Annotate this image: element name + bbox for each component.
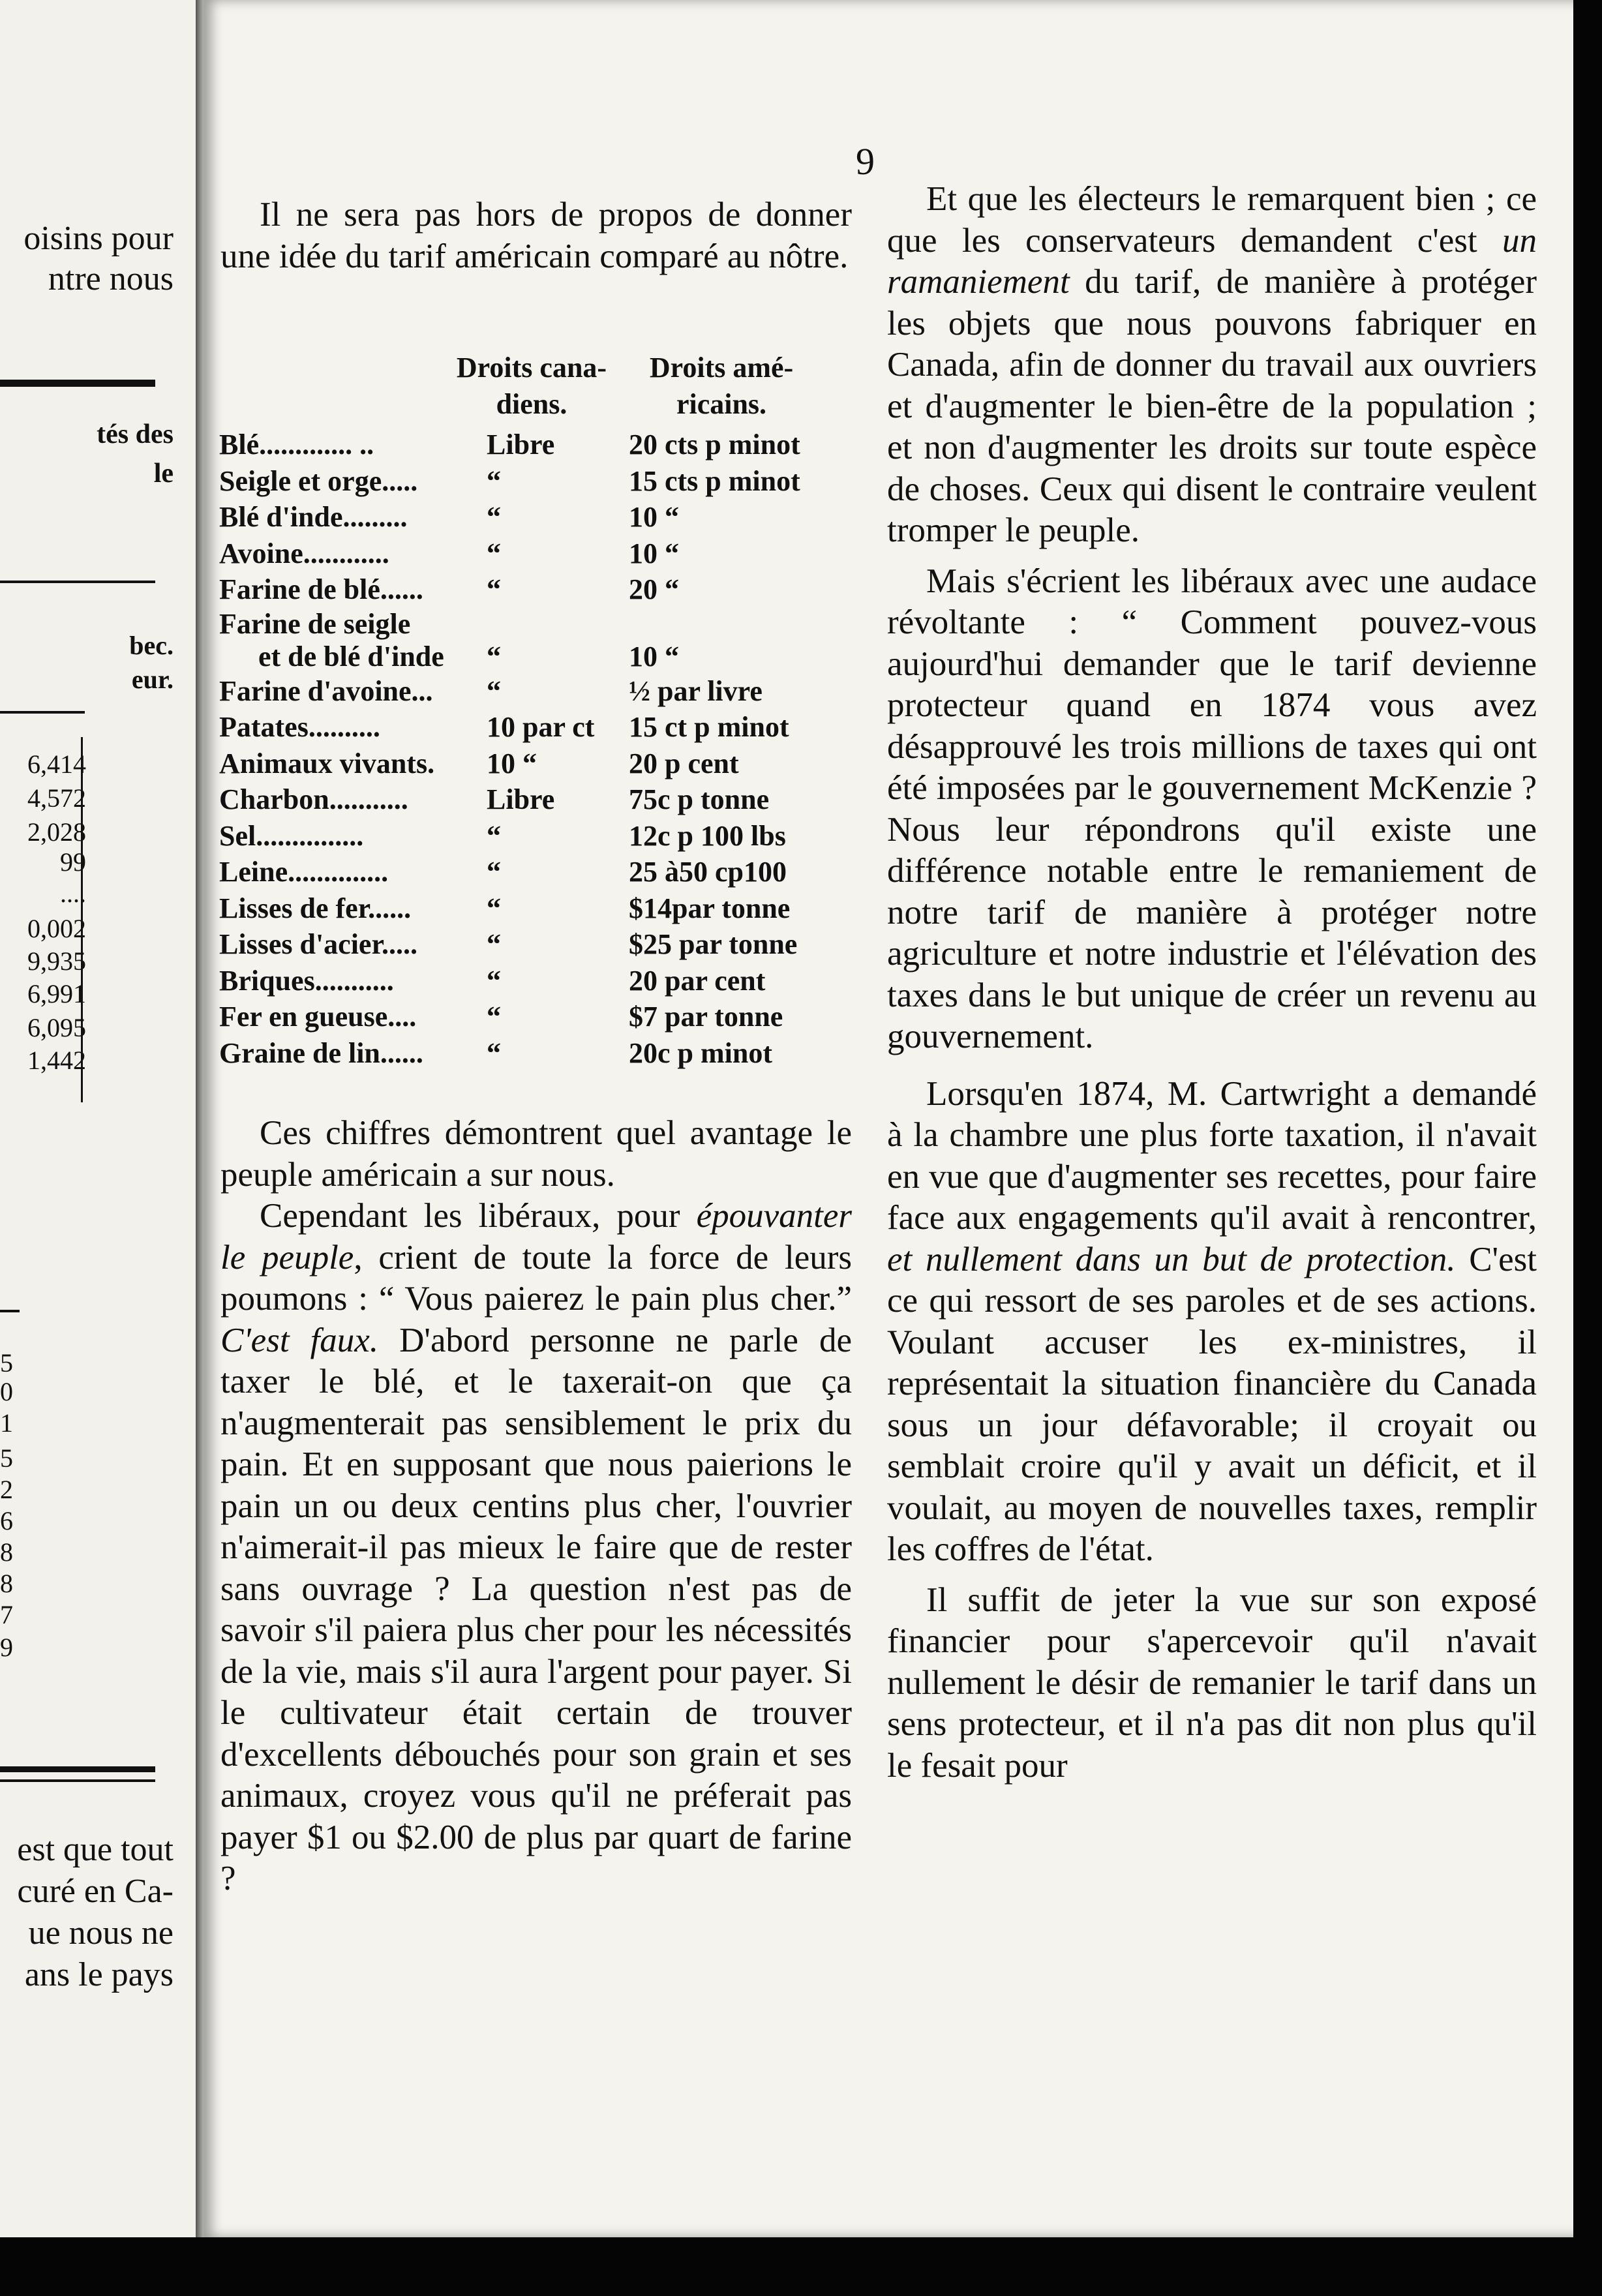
tariff-row [219,926,865,963]
right-column [887,179,1537,1787]
tariff-item: Avoine............ [219,537,389,569]
strip-text-line: oisins pour [23,220,174,257]
tariff-item: Animaux vivants. [219,747,435,779]
scan-border-right [1573,0,1602,2237]
strip-number: 6,991 [27,979,86,1008]
tariff-american: 10 “ [629,537,679,569]
strip-rule [0,1766,155,1772]
tariff-row [219,854,865,890]
tariff-row [219,709,865,746]
tariff-american: 25 à50 cp100 [629,856,787,888]
strip-number: 0,002 [27,914,86,943]
tariff-table [219,350,865,1071]
tariff-canadian: “ [487,1036,501,1069]
tariff-canadian: Libre [487,429,555,461]
strip-rule [0,711,85,714]
tariff-row [219,999,865,1035]
tariff-row [219,499,865,536]
paragraph-advantage: Ces chiffres démontrent quel avantage le peuple américain a sur nous. [220,1114,852,1194]
strip-rule [0,1779,155,1782]
strip-number: 6,095 [27,1013,86,1042]
tariff-american: 15 cts p minot [629,464,800,497]
tariff-canadian: “ [487,819,501,852]
tariff-american: 20 “ [629,573,679,605]
strip-text-line: ans le pays [24,1956,174,1993]
strip-number: 7 [0,1600,13,1629]
strip-number: 2 [0,1475,13,1504]
italic-phrase: C'est faux. [220,1321,379,1359]
strip-number: 9 [0,1633,13,1662]
italic-phrase: un ramaniement [887,221,1537,301]
tariff-item: Graine de lin...... [219,1036,423,1069]
tariff-canadian: “ [487,464,501,497]
tariff-item: Sel............... [219,819,364,852]
strip-number: 4,572 [27,783,86,813]
strip-number: 1,442 [27,1046,86,1075]
strip-number: 5 [0,1348,13,1378]
tariff-canadian: “ [487,1001,501,1033]
tariff-item: Patates.......... [219,711,380,743]
tariff-canadian: 10 “ [487,747,537,779]
scan-border-bottom [0,2237,1602,2296]
strip-text-line: eur. [131,665,174,694]
tariff-row [219,1035,865,1072]
left-column-body [220,1113,852,1900]
tariff-row [219,608,865,673]
tariff-canadian: “ [487,573,501,605]
tariff-item: Leine.............. [219,856,389,888]
strip-number: 8 [0,1537,13,1567]
tariff-american: 10 “ [629,501,679,533]
tariff-row [219,673,865,710]
paragraph-financial-statement: Il suffit de jeter la vue sur son exposé financier pour s'apercevoir qu'il n'avait nullement le désir de remanier le tarif dans un sens protecteur, et il n'a pas dit non plus qu'il le fesait pour [887,1580,1537,1785]
strip-text-line: ntre nous [48,260,174,297]
tariff-canadian: “ [487,640,501,672]
tariff-american: $7 par tonne [629,1001,783,1033]
tariff-canadian: “ [487,537,501,569]
paragraph-electors: Et que les électeurs le remarquent bien ; ce que les conservateurs demandent c'est un ramaniement du tarif, de manière à protéger les objets que nous pouvons fabriquer en Canada, afin de donner du travail aux ouvriers et d'augmenter le bien-être de la population ; et non d'augmenter les droits sur toute espèce de choses. Ceux qui disent le contraire veulent tromper le peuple. [887,180,1537,549]
strip-number: 8 [0,1569,13,1598]
tariff-american: 75c p tonne [629,783,770,815]
tariff-american: 20 p cent [629,747,739,779]
tariff-item: Briques........... [219,964,394,997]
tariff-american: 12c p 100 lbs [629,819,786,852]
strip-text-line: tés des [97,419,174,449]
strip-number: 0 [0,1377,13,1406]
strip-number: 9,935 [27,946,86,976]
tariff-item: Farine de seigle et de blé d'inde [219,607,444,672]
strip-text-line: est que tout [17,1831,174,1868]
tariff-american: ½ par livre [629,674,763,707]
tariff-item: Farine d'avoine... [219,674,433,707]
paragraph-liberal-objection: Mais s'écrient les libéraux avec une audace révoltante : “ Comment pouvez-vous aujourd'hui demander que le tarif devienne protecteur quand en 1874 vous avez désapprouvé les trois millions de taxes qui ont été imposées par le gouvernement McKenzie ? Nous leur répondrons qu'il existe une différence notable entre le remaniement de notre tarif de manière à protéger notre agriculture et notre industrie et l'élévation des taxes dans le but unique de créer un revenu au gouvernement. [887,562,1537,1055]
strip-text-line: bec. [129,631,174,660]
tariff-american: 20 cts p minot [629,429,800,461]
tariff-canadian: “ [487,674,501,707]
tariff-american: 10 “ [629,640,679,672]
tariff-american: $14par tonne [629,892,791,924]
tariff-canadian: “ [487,928,501,960]
tariff-item: Farine de blé...... [219,573,423,605]
strip-text-line: le [153,459,174,489]
header-canadian-duties: Droits cana- diens. [456,352,607,420]
tariff-row [219,536,865,572]
tariff-item: Lisses d'acier..... [219,928,417,960]
tariff-item: Seigle et orge..... [219,464,418,497]
strip-text-line: ue nous ne [28,1914,174,1952]
tariff-item: Fer en gueuse.... [219,1001,417,1033]
tariff-item: Blé............. .. [219,429,374,461]
strip-text-line: curé en Ca- [17,1873,174,1910]
strip-number: 6,414 [27,749,86,779]
tariff-row [219,746,865,782]
tariff-row [219,571,865,608]
tariff-american: 15 ct p minot [629,711,789,743]
tariff-canadian: Libre [487,783,555,815]
header-american-duties: Droits amé- ricains. [649,352,794,420]
tariff-american: 20c p minot [629,1036,772,1069]
tariff-canadian: “ [487,892,501,924]
strip-number: 2,028 [27,817,86,847]
strip-number: 99 [60,847,86,877]
strip-number: 5 [0,1443,13,1473]
strip-number: 1 [0,1408,13,1438]
page-number: 9 [856,140,875,183]
intro-paragraph: Il ne sera pas hors de propos de donner une idée du tarif américain comparé au nôtre. [220,196,852,275]
tariff-canadian: “ [487,964,501,997]
italic-phrase: et nullement dans un but de protection. [887,1240,1456,1278]
italic-phrase: épouvanter le peuple [220,1197,852,1276]
tariff-row [219,781,865,818]
paragraph-liberals: Cependant les libéraux, pour épouvanter le peuple, crient de toute la force de leurs poumons : “ Vous paierez le pain plus cher.” C'est faux. D'abord personne ne parle de taxer le blé, et le taxerait-on que ça n'augmenterait pas sensiblement le prix du pain. Et en supposant que nous paierions le pain un ou deux centins plus cher, l'ouvrier n'aimerait-il pas mieux le faire que de rester sans ouvrage ? La question n'est pas de savoir s'il paiera plus cher pour les nécessités de la vie, mais s'il aura l'argent pour payer. Si le cultivateur était certain de trouver d'excellents débouchés pour son grain et ses animaux, croyez vous qu'il ne préferait pas payer $1 ou $2.00 de plus par quart de farine ? [220,1197,853,1897]
tariff-row [219,890,865,927]
tariff-item: Blé d'inde......... [219,501,408,533]
tariff-american: 20 par cent [629,964,766,997]
tariff-row [219,963,865,999]
strip-number: .... [60,879,86,908]
paragraph-cartwright: Lorsqu'en 1874, M. Cartwright a demandé à la chambre une plus forte taxation, il n'avait en vue que d'augmenter ses recettes, pour faire face aux engagements qu'il avait à rencontrer, et nullement dans un but de protection. C'est ce qui ressort de ses paroles et de ses actions. Voulant accuser les ex-ministres, il représentait la situation financière du Canada sous un jour défavorable; il croyait ou semblait croire qu'il y avait un déficit, et il voulait, au moyen de nouvelles taxes, remplir les coffres de l'état. [887,1074,1537,1568]
tariff-item: Lisses de fer...... [219,892,412,924]
tariff-canadian: 10 par ct [487,711,595,743]
tariff-row [219,463,865,500]
tariff-table-header [219,350,865,427]
tariff-row [219,818,865,854]
strip-number: 6 [0,1506,13,1535]
strip-rule [0,581,155,583]
tariff-canadian: “ [487,856,501,888]
strip-rule [0,1310,20,1312]
tariff-row [219,427,865,463]
strip-rule [0,380,155,387]
tariff-item: Charbon........... [219,783,408,815]
tariff-american: $25 par tonne [629,928,798,960]
tariff-canadian: “ [487,501,501,533]
left-column [220,194,852,277]
facing-page-fragment [0,0,196,2237]
